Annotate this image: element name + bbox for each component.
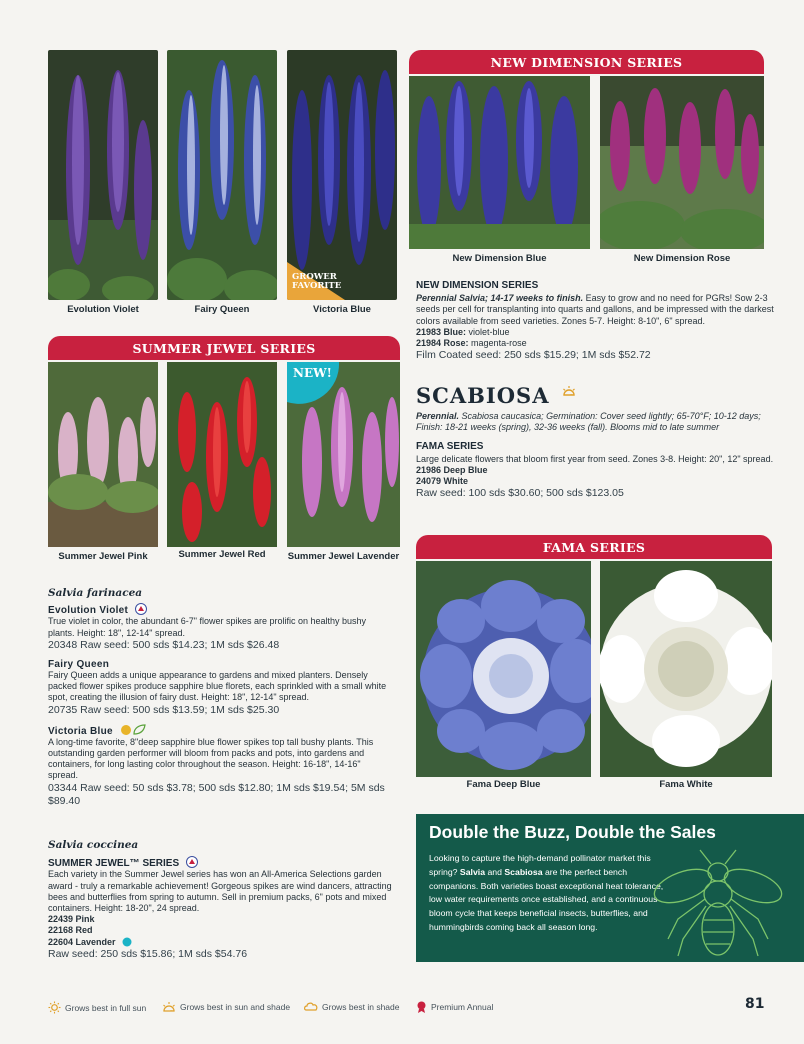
summer-jewel-item: 22604 Lavender — [48, 937, 393, 948]
variety-price: 20735 Raw seed: 500 sds $13.59; 1M sds $25.30 — [48, 703, 280, 716]
premium-annual-icon — [416, 1001, 427, 1013]
page-number: 81 — [745, 996, 765, 1012]
caption-evolution-violet: Evolution Violet — [67, 304, 139, 315]
summer-jewel-item: 22439 Pink — [48, 914, 95, 925]
photo-summer-jewel-lavender — [287, 362, 400, 547]
fama-item: 21986 Deep Blue — [416, 464, 488, 475]
legend-sun-shade: Grows best in sun and shade — [162, 1001, 290, 1013]
premium-annual-icon — [135, 603, 147, 615]
fama-series-desc: Large delicate flowers that bloom first year from seed. Zones 3-8. Height: 20", 12" spread. — [416, 453, 774, 464]
caption-new-dimension-rose: New Dimension Rose — [633, 253, 731, 264]
sun-shade-icon — [562, 385, 576, 397]
promo-box — [416, 814, 804, 962]
photo-new-dimension-blue — [409, 76, 590, 249]
photo-fairy-queen — [167, 50, 277, 300]
variety-price: 20348 Raw seed: 500 sds $14.23; 1M sds $26.48 — [48, 638, 280, 651]
photo-victoria-blue — [287, 50, 397, 300]
new-dimension-desc-text: Easy to grow and no need for PGRs! Sow 2-3 seeds per cell for transplanting into quarts and gallons, and be impressed with the darkest colors available from seed varieties. Zones 5-7. Height: 8-10", 6" spread. — [416, 293, 774, 326]
caption-victoria-blue: Victoria Blue — [313, 304, 371, 315]
salvia-farinacea-block — [48, 588, 393, 808]
fama-item: 24079 White — [416, 476, 469, 487]
new-flower-icon — [122, 937, 132, 947]
salvia-coccinea-block — [48, 840, 393, 961]
variety-desc: A long-time favorite, 8"deep sapphire blue flower spikes top tall bushy plants. This outstanding garden performer will bloom from packs and pots, into gardens and containers, for long lasting color throughout the season. Height: 16-18", 14-16" spread. — [48, 736, 374, 781]
scabiosa-block — [416, 411, 781, 500]
full-sun-icon — [48, 1001, 61, 1014]
photo-new-dimension-rose — [600, 76, 764, 249]
salvia-coccinea-heading: Salvia coccinea — [48, 839, 139, 851]
caption-fairy-queen: Fairy Queen — [194, 304, 250, 315]
scabiosa-desc: Perennial. Scabiosa caucasica; Germination: Cover seed lightly; 65-70°F; 10-12 days; Finish: 18-21 weeks (spring), 32-36 weeks (fall). Blooms mid to late summer — [416, 411, 761, 433]
summer-jewel-item: 22168 Red — [48, 925, 93, 936]
photo-summer-jewel-red — [167, 362, 277, 547]
legend-shade: Grows best in shade — [304, 1001, 399, 1012]
new-dimension-lead: Perennial Salvia; 14-17 weeks to finish. — [416, 293, 584, 304]
photo-fama-deep-blue — [416, 561, 591, 777]
caption-new-dimension-blue: New Dimension Blue — [452, 253, 547, 264]
award-leaf-icon — [120, 724, 146, 736]
fama-price: Raw seed: 100 sds $30.60; 500 sds $123.05 — [416, 487, 624, 500]
variety-desc: True violet in color, the abundant 6-7" flower spikes are prolific on healthy bushy plants. Height: 18", 12-14" spread. — [48, 616, 367, 638]
new-badge: NEW! — [293, 366, 332, 380]
photo-evolution-violet — [48, 50, 158, 300]
banner-new-dimension: NEW DIMENSION SERIES — [409, 50, 764, 74]
promo-body: Looking to capture the high-demand pollinator market this spring? Salvia and Scabiosa are the perfect bench companions. Both varieties boast exceptional heat tolerance, low water requirements once established, and a continuous bloom cycle that keeps beneficial insects, butterflies, and hummingbirds coming back all season long. — [429, 853, 664, 932]
legend-premium: Premium Annual — [416, 1001, 493, 1013]
new-dimension-heading: NEW DIMENSION SERIES — [416, 280, 539, 291]
summer-jewel-desc: Each variety in the Summer Jewel series has won an All-America Selections garden award - truly a remarkable achievement! Gorgeous spikes are wind dancers, attracting bees and butterflies from spring to autumn. Sell in premium packs, 6" pots and mixed containers. Height: 18-20", 24 spread. — [48, 869, 392, 914]
new-dimension-desc — [416, 293, 776, 327]
banner-summer-jewel: SUMMER JEWEL SERIES — [48, 336, 400, 360]
fama-series-heading: FAMA SERIES — [416, 441, 484, 453]
variety-name: Victoria Blue — [48, 724, 393, 737]
grower-favorite-badge: GROWER FAVORITE — [292, 272, 342, 291]
caption-fama-deep-blue: Fama Deep Blue — [466, 779, 541, 790]
caption-summer-jewel-lavender: Summer Jewel Lavender — [287, 551, 400, 562]
new-dimension-item: 21984 Rose: magenta-rose — [416, 338, 527, 349]
photo-fama-white — [600, 561, 772, 777]
legend-full-sun: Grows best in full sun — [48, 1001, 146, 1014]
caption-summer-jewel-pink: Summer Jewel Pink — [58, 551, 148, 562]
variety-price: 03344 Raw seed: 50 sds $3.78; 500 sds $12.80; 1M sds $19.54; 5M sds $89.40 — [48, 781, 385, 807]
variety-name: Evolution Violet — [48, 603, 393, 616]
sun-shade-icon — [162, 1001, 176, 1013]
caption-summer-jewel-red: Summer Jewel Red — [178, 549, 266, 560]
banner-fama: FAMA SERIES — [416, 535, 772, 559]
new-dimension-block — [416, 280, 776, 362]
photo-summer-jewel-pink — [48, 362, 158, 547]
caption-fama-white: Fama White — [659, 779, 713, 790]
bee-icon — [648, 844, 788, 962]
shade-icon — [304, 1001, 318, 1012]
variety-desc: Fairy Queen adds a unique appearance to gardens and mixed planters. Densely packed flower spikes produce sapphire blue florets, each sprinkled with a small white spot, creating the illusion of fairy dust. Height: 18", 12-14" spread. — [48, 670, 387, 703]
new-dimension-item: 21983 Blue: violet-blue — [416, 326, 510, 337]
variety-name: Fairy Queen — [48, 658, 110, 670]
promo-title: Double the Buzz, Double the Sales — [429, 822, 716, 842]
salvia-farinacea-heading: Salvia farinacea — [48, 587, 143, 599]
scabiosa-title: SCABIOSA — [416, 383, 576, 408]
premium-annual-icon — [186, 856, 198, 868]
summer-jewel-series-heading: SUMMER JEWEL™ SERIES — [48, 856, 393, 869]
summer-jewel-price: Raw seed: 250 sds $15.86; 1M sds $54.76 — [48, 947, 248, 960]
new-dimension-price: Film Coated seed: 250 sds $15.29; 1M sds $52.72 — [416, 349, 651, 362]
